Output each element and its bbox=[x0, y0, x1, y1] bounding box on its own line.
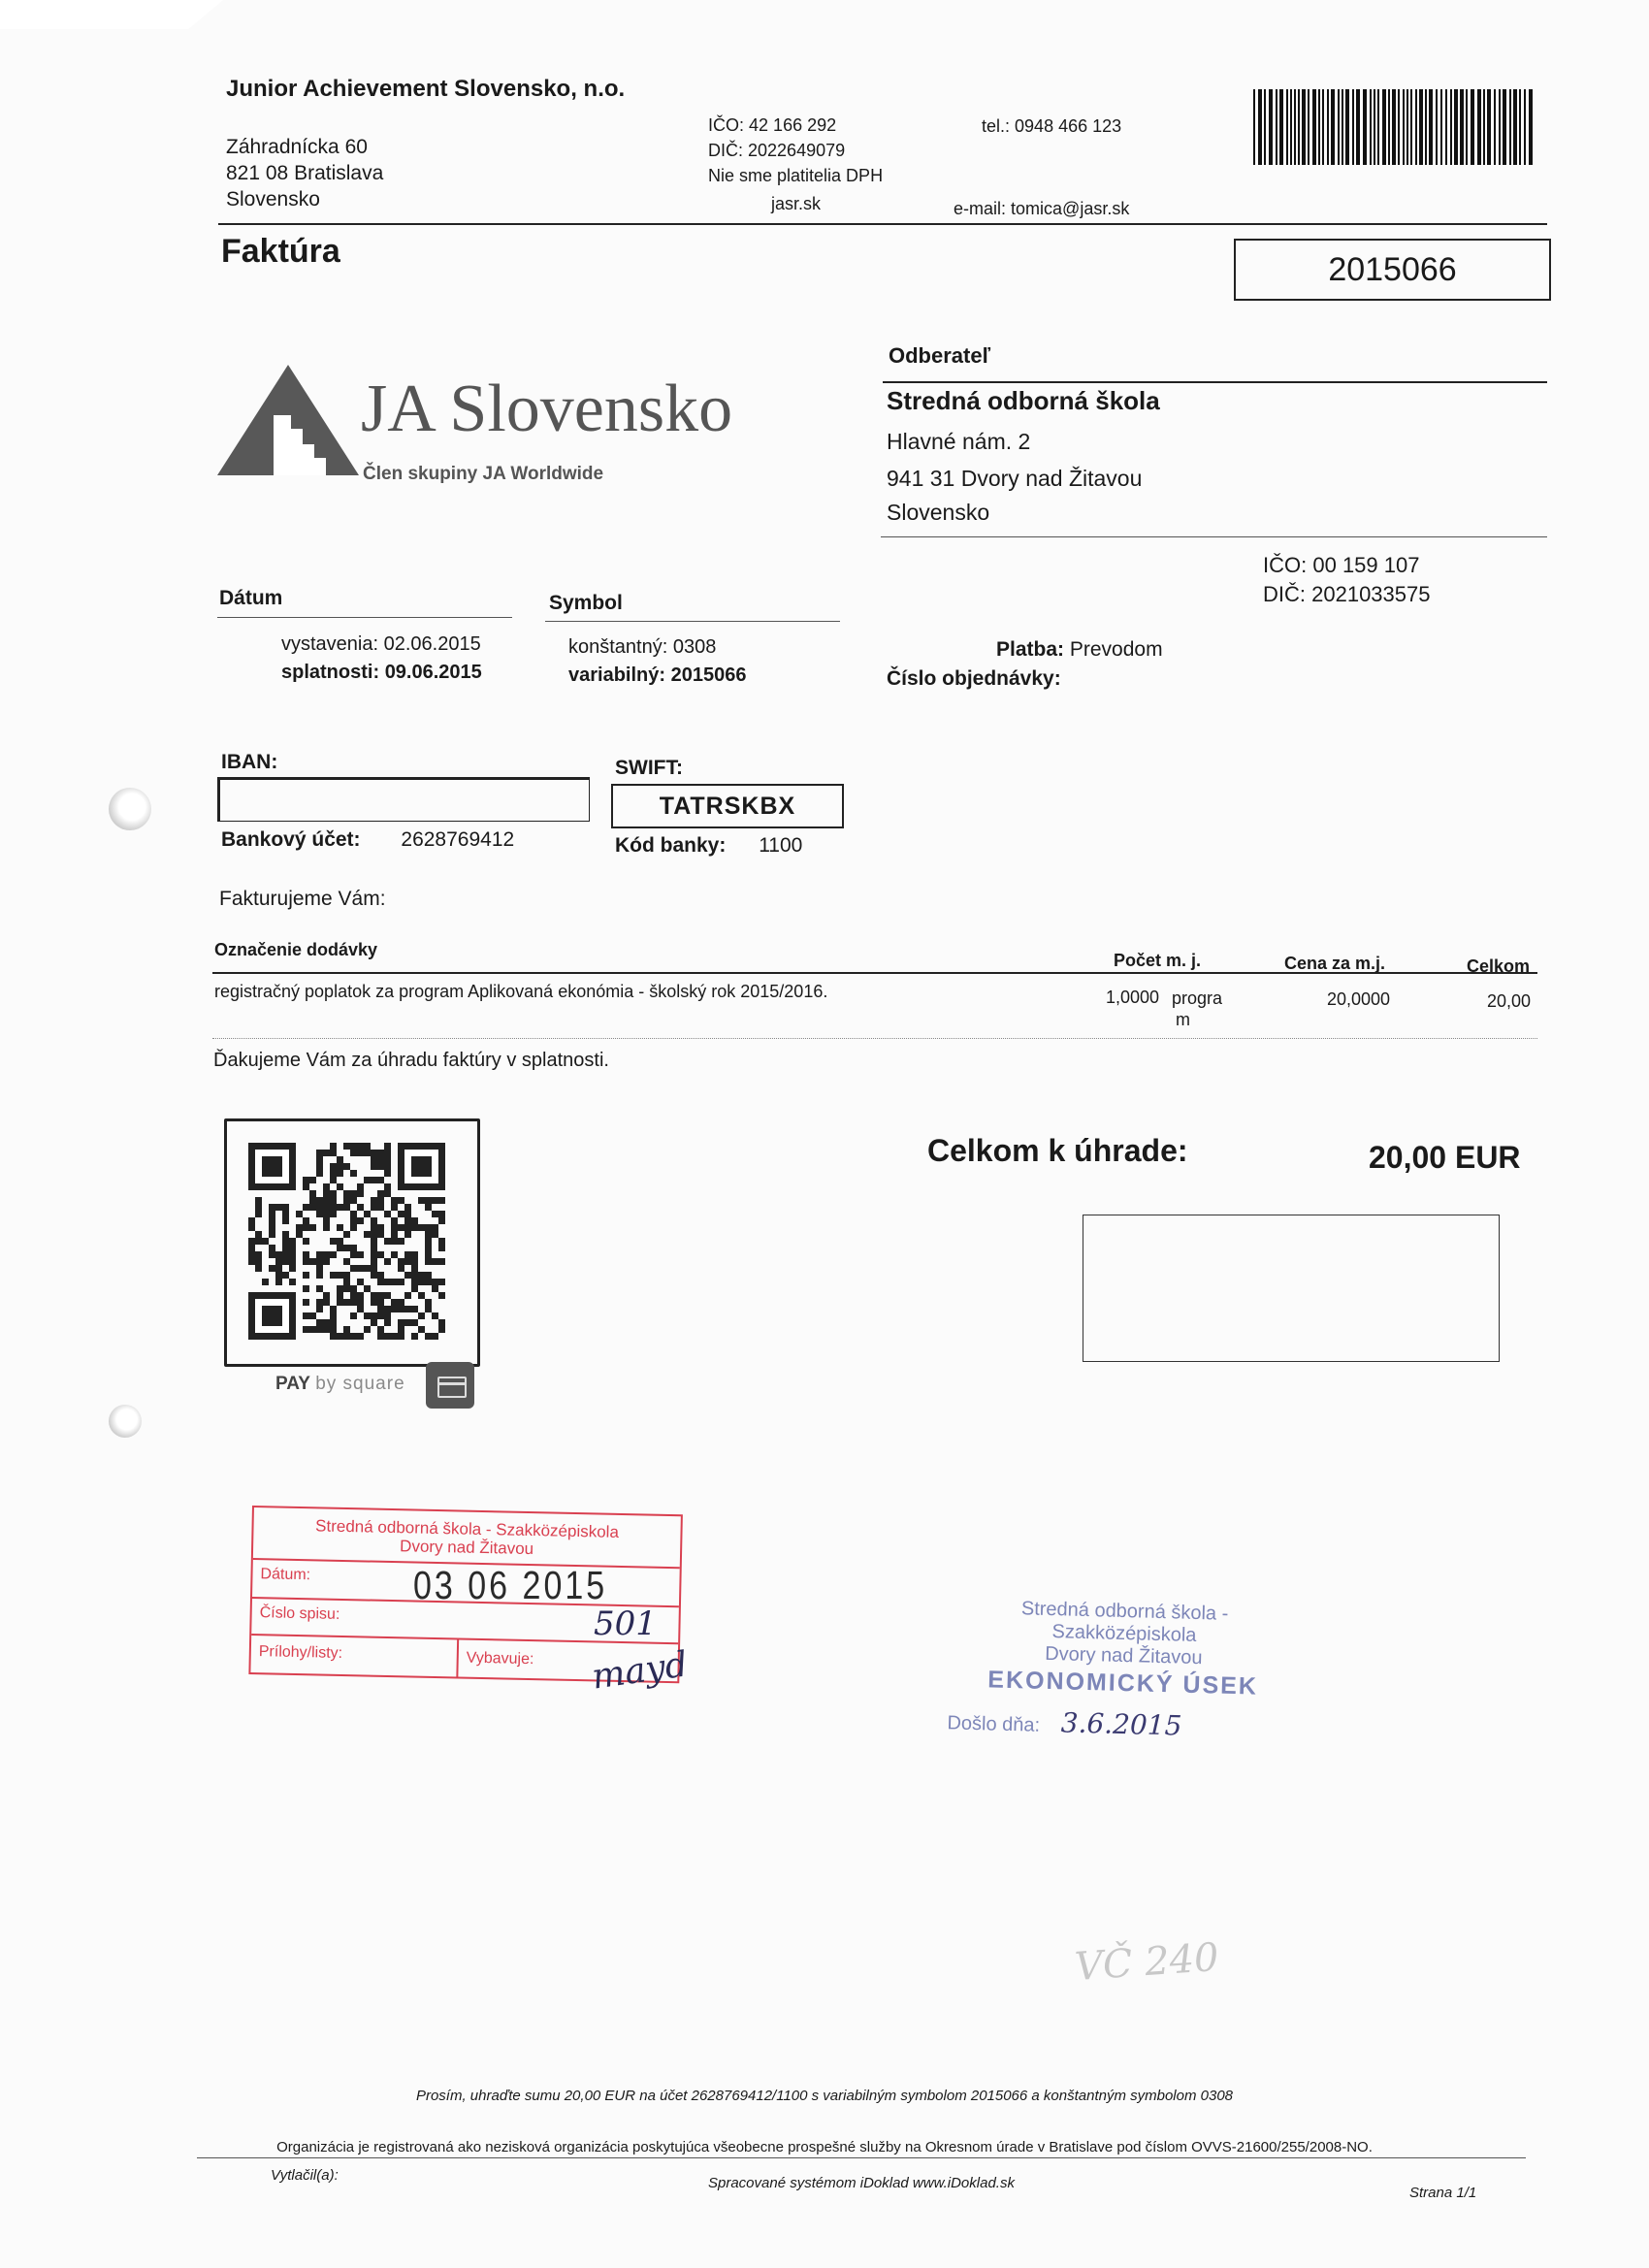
pay-by-square bbox=[275, 1374, 405, 1395]
tel-value: 0948 466 123 bbox=[1015, 116, 1122, 136]
header-divider bbox=[218, 223, 1547, 225]
page-value: 1/1 bbox=[1456, 2185, 1477, 2201]
payment-method-value: Prevodom bbox=[1069, 638, 1163, 661]
supplier-ico: 42 166 292 bbox=[749, 115, 837, 135]
total-label: Celkom k úhrade: bbox=[927, 1133, 1188, 1168]
pay-label: PAY bbox=[275, 1374, 310, 1394]
customer-dic-label: DIČ: bbox=[1263, 582, 1306, 606]
customer-divider bbox=[883, 381, 1547, 383]
customer-bottom-line bbox=[881, 536, 1547, 537]
punch-hole bbox=[109, 1405, 142, 1438]
blue-received-stamp bbox=[947, 1596, 1300, 1744]
invoice-number-box bbox=[1234, 239, 1551, 301]
payment-method-label: Platba: bbox=[996, 638, 1065, 661]
due-date: 09.06.2015 bbox=[384, 662, 482, 683]
footer-divider bbox=[197, 2157, 1526, 2158]
page-number bbox=[1409, 2185, 1476, 2201]
supplier-ids bbox=[708, 113, 883, 188]
blue-stamp-received bbox=[947, 1703, 1297, 1744]
red-stamp-file-label: Číslo spisu: bbox=[259, 1604, 340, 1623]
item-description: registračný poplatok za program Aplikovaná ekonómia - školský rok 2015/2016. bbox=[214, 982, 828, 1001]
variable-symbol: 2015066 bbox=[670, 664, 747, 686]
supplier-phone bbox=[982, 116, 1121, 137]
card-icon bbox=[426, 1362, 474, 1409]
total-value: 20,00 EUR bbox=[1369, 1140, 1521, 1175]
handler-signature: mayd bbox=[589, 1644, 691, 1698]
folded-corner bbox=[0, 0, 223, 29]
processed-by: Spracované systémom iDoklad www.iDoklad.sk bbox=[708, 2175, 1015, 2191]
vat-note: Nie sme platitelia DPH bbox=[708, 166, 884, 185]
punch-hole bbox=[109, 788, 151, 830]
table-header-line bbox=[212, 972, 1537, 974]
bank-account bbox=[221, 828, 514, 852]
blue-stamp-line2: Dvory nad Žitavou bbox=[1044, 1642, 1203, 1669]
by-square-label: by square bbox=[315, 1374, 405, 1394]
iban-box bbox=[217, 777, 590, 822]
stamp-date-value: 03 06 2015 bbox=[413, 1564, 608, 1608]
col-header-qty: Počet m. j. bbox=[1114, 951, 1202, 970]
customer-street: Hlavné nám. 2 bbox=[887, 429, 1031, 454]
blue-stamp-line1: Stredná odborná škola - Szakközépiskola bbox=[1020, 1598, 1229, 1646]
symbols-block bbox=[568, 633, 746, 690]
barcode bbox=[1253, 89, 1535, 165]
bank-code-label: Kód banky: bbox=[615, 834, 727, 857]
received-label: Došlo dňa: bbox=[947, 1712, 1041, 1736]
dates-heading: Dátum bbox=[219, 587, 283, 609]
customer-ids bbox=[1263, 551, 1430, 609]
thanks-note: Ďakujeme Vám za úhradu faktúry v splatnosti. bbox=[213, 1050, 609, 1071]
col-header-description: Označenie dodávky bbox=[214, 940, 378, 959]
red-stamp-line2: Dvory nad Žitavou bbox=[399, 1537, 534, 1559]
supplier-email bbox=[954, 199, 1129, 219]
customer-name: Stredná odborná škola bbox=[887, 386, 1160, 415]
dates-block bbox=[281, 631, 482, 687]
supplier-address bbox=[226, 134, 383, 212]
customer-ico-label: IČO: bbox=[1263, 553, 1308, 577]
footer-registration: Organizácia je registrovaná ako nezisková organizácia poskytujúca všeobecne prospešné služby na Okresnom úrade v Bratislave pod číslom OVVS-21600/255/2008-NO. bbox=[276, 2139, 1373, 2155]
swift-label: SWIFT: bbox=[615, 757, 683, 779]
due-label: splatnosti: bbox=[281, 662, 380, 683]
footer-payment-note: Prosím, uhraďte sumu 20,00 EUR na účet 2628769412/1100 s variabilným symbolom 2015066 a konštantným symbolom 0308 bbox=[415, 2088, 1234, 2104]
ja-logo-icon bbox=[215, 361, 361, 479]
qr-code bbox=[248, 1143, 452, 1343]
red-stamp-handler-label: Vybavuje: bbox=[466, 1649, 534, 1669]
qr-frame bbox=[224, 1118, 480, 1367]
pencil-note: VČ 240 bbox=[1073, 1934, 1220, 1991]
col-header-total: Celkom bbox=[1467, 956, 1531, 976]
order-number-label: Číslo objednávky: bbox=[887, 667, 1061, 690]
constant-symbol: 0308 bbox=[672, 636, 717, 658]
swift-box bbox=[611, 784, 844, 828]
signature-box bbox=[1083, 1215, 1500, 1362]
customer-city: 941 31 Dvory nad Žitavou bbox=[887, 466, 1143, 491]
swift-value: TATRSKBX bbox=[659, 793, 796, 820]
logo-text: JA Slovensko bbox=[361, 372, 733, 446]
bank-account-value: 2628769412 bbox=[401, 828, 515, 851]
bank-code bbox=[615, 834, 802, 858]
item-price: 20,0000 bbox=[1327, 989, 1391, 1009]
customer-country: Slovensko bbox=[887, 500, 990, 525]
variable-label: variabilný: bbox=[568, 664, 666, 686]
constant-label: konštantný: bbox=[568, 636, 668, 658]
tel-label: tel.: bbox=[982, 116, 1011, 136]
payment-method bbox=[996, 638, 1163, 662]
order-number bbox=[887, 667, 1061, 691]
ico-label: IČO: bbox=[708, 115, 745, 135]
invoice-title: Faktúra bbox=[221, 233, 340, 270]
col-header-price: Cena za m.j. bbox=[1284, 954, 1386, 973]
supplier-dic: 2022649079 bbox=[748, 141, 846, 160]
logo-subtitle: Člen skupiny JA Worldwide bbox=[363, 464, 604, 484]
customer-dic: 2021033575 bbox=[1311, 582, 1431, 606]
email-label: e-mail: bbox=[954, 199, 1007, 218]
customer-heading: Odberateľ bbox=[889, 343, 991, 368]
item-total: 20,00 bbox=[1487, 991, 1532, 1011]
symbols-divider bbox=[545, 621, 840, 622]
bank-account-label: Bankový účet: bbox=[221, 828, 361, 851]
supplier-web: jasr.sk bbox=[771, 194, 822, 213]
red-stamp-attach-label: Prílohy/listy: bbox=[258, 1643, 343, 1662]
supplier-country: Slovensko bbox=[226, 188, 320, 211]
invoice-intro: Fakturujeme Vám: bbox=[219, 888, 386, 910]
red-stamp-line1: Stredná odborná škola - Szakközépiskola bbox=[314, 1516, 620, 1541]
blue-stamp-line3: EKONOMICKÝ ÚSEK bbox=[987, 1666, 1259, 1701]
invoice-number: 2015066 bbox=[1328, 251, 1457, 288]
supplier-city: 821 08 Bratislava bbox=[226, 162, 384, 184]
symbols-heading: Symbol bbox=[549, 592, 623, 614]
printed-by: Vytlačil(a): bbox=[271, 2167, 339, 2184]
iban-label: IBAN: bbox=[221, 751, 278, 773]
dic-label: DIČ: bbox=[708, 141, 743, 160]
item-unit: progra m bbox=[1172, 988, 1223, 1029]
received-date: 3.6.2015 bbox=[1060, 1706, 1182, 1742]
item-qty: 1,0000 bbox=[1106, 988, 1160, 1007]
issued-date: 02.06.2015 bbox=[383, 633, 481, 655]
bank-code-value: 1100 bbox=[759, 834, 803, 857]
dates-divider bbox=[217, 617, 512, 618]
supplier-name: Junior Achievement Slovensko, n.o. bbox=[226, 76, 626, 102]
table-bottom-line bbox=[212, 1038, 1537, 1039]
issued-label: vystavenia: bbox=[281, 633, 379, 655]
supplier-street: Záhradnícka 60 bbox=[226, 136, 368, 158]
customer-ico: 00 159 107 bbox=[1312, 553, 1420, 577]
stamp-file-number: 501 bbox=[594, 1604, 657, 1643]
red-stamp-date-label: Dátum: bbox=[260, 1566, 311, 1584]
email-value: tomica@jasr.sk bbox=[1011, 199, 1130, 218]
page-label: Strana bbox=[1409, 2185, 1453, 2201]
customer-address bbox=[887, 423, 1142, 528]
